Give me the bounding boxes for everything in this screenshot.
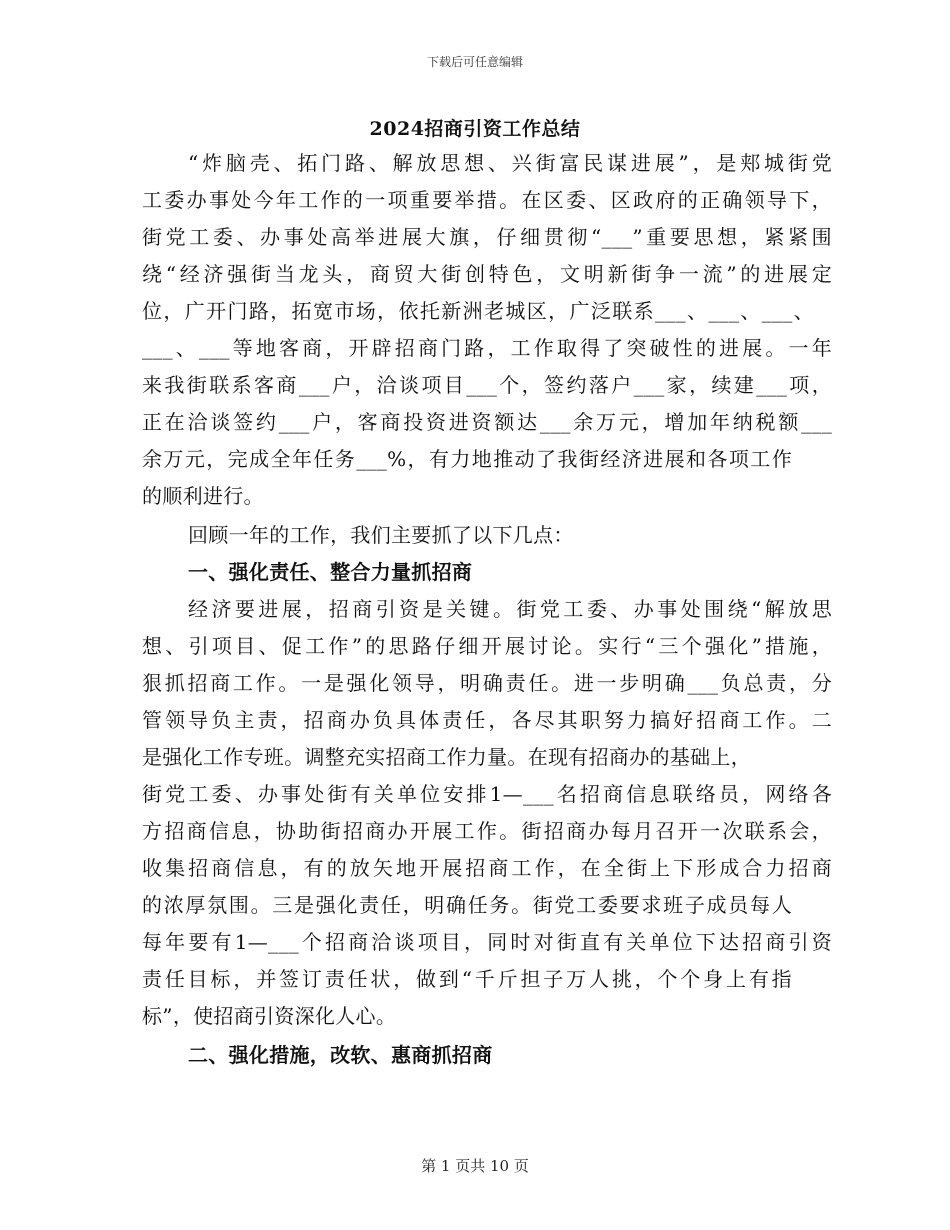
paragraph-line: 来我街联系客商___户，洽谈项目___个，签约落户___家，续建___项， [142,373,832,397]
paragraph-line: 方招商信息，协助街招商办开展工作。街招商办每月召开一次联系会， [142,819,832,843]
paragraph-line: 是强化工作专班。调整充实招商工作力量。在现有招商办的基础上， [142,745,751,769]
document-title: 2024招商引资工作总结 [369,118,581,140]
paragraph-line: 责任目标，并签订责任状，做到“千斤担子万人挑，个个身上有指 [142,967,792,991]
paragraph-line: 收集招商信息，有的放矢地开展招商工作，在全街上下形成合力招商 [142,856,832,880]
paragraph-line: ___、___等地客商，开辟招商门路，工作取得了突破性的进展。一年 [142,336,832,360]
section-heading: 一、强化责任、整合力量抓招商 [188,560,473,584]
paragraph-line: 管领导负主责，招商办负具体责任，各尽其职努力搞好招商工作。二 [142,708,832,732]
paragraph-line: 绕“经济强街当龙头，商贸大街创特色，文明新街争一流”的进展定 [142,262,832,286]
paragraph-line: 街党工委、办事处街有关单位安排1—___名招商信息联络员，网络各 [142,782,832,806]
paragraph-line: 经济要进展，招商引资是关键。街党工委、办事处围绕“解放思 [188,597,832,621]
paragraph-line: 回顾一年的工作，我们主要抓了以下几点： [188,523,574,547]
paragraph-line: 的顺利进行。 [142,484,264,508]
paragraph-line: 余万元，完成全年任务___%，有力地推动了我街经济进展和各项工作 [142,447,792,471]
paragraph-line: 每年要有1—___个招商洽谈项目，同时对街直有关单位下达招商引资 [142,930,832,954]
paragraph-line: 标”，使招商引资深化人心。 [142,1004,397,1028]
header-note: 下载后可任意编辑 [426,55,523,69]
paragraph-line: 街党工委、办事处高举进展大旗，仔细贯彻“___”重要思想，紧紧围 [142,225,832,249]
page-footer: 第 1 页共 10 页 [421,1157,529,1175]
paragraph-line: 位，广开门路，拓宽市场，依托新洲老城区，广泛联系___、___、___、 [142,299,814,323]
section-heading: 二、强化措施，改软、惠商抓招商 [188,1043,493,1067]
paragraph-line: 想、引项目、促工作”的思路仔细开展讨论。实行“三个强化”措施， [142,634,832,658]
paragraph-line: “炸脑壳、拓门路、解放思想、兴街富民谋进展”，是郏城街党 [188,151,832,175]
paragraph-line: 正在洽谈签约___户，客商投资进资额达___余万元，增加年纳税额___ [142,410,832,434]
paragraph-line: 狠抓招商工作。一是强化领导，明确责任。进一步明确___负总责，分 [142,671,832,695]
paragraph-line: 工委办事处今年工作的一项重要举措。在区委、区政府的正确领导下， [142,188,832,212]
paragraph-line: 的浓厚氛围。三是强化责任，明确任务。街党工委要求班子成员每人 [142,893,792,917]
